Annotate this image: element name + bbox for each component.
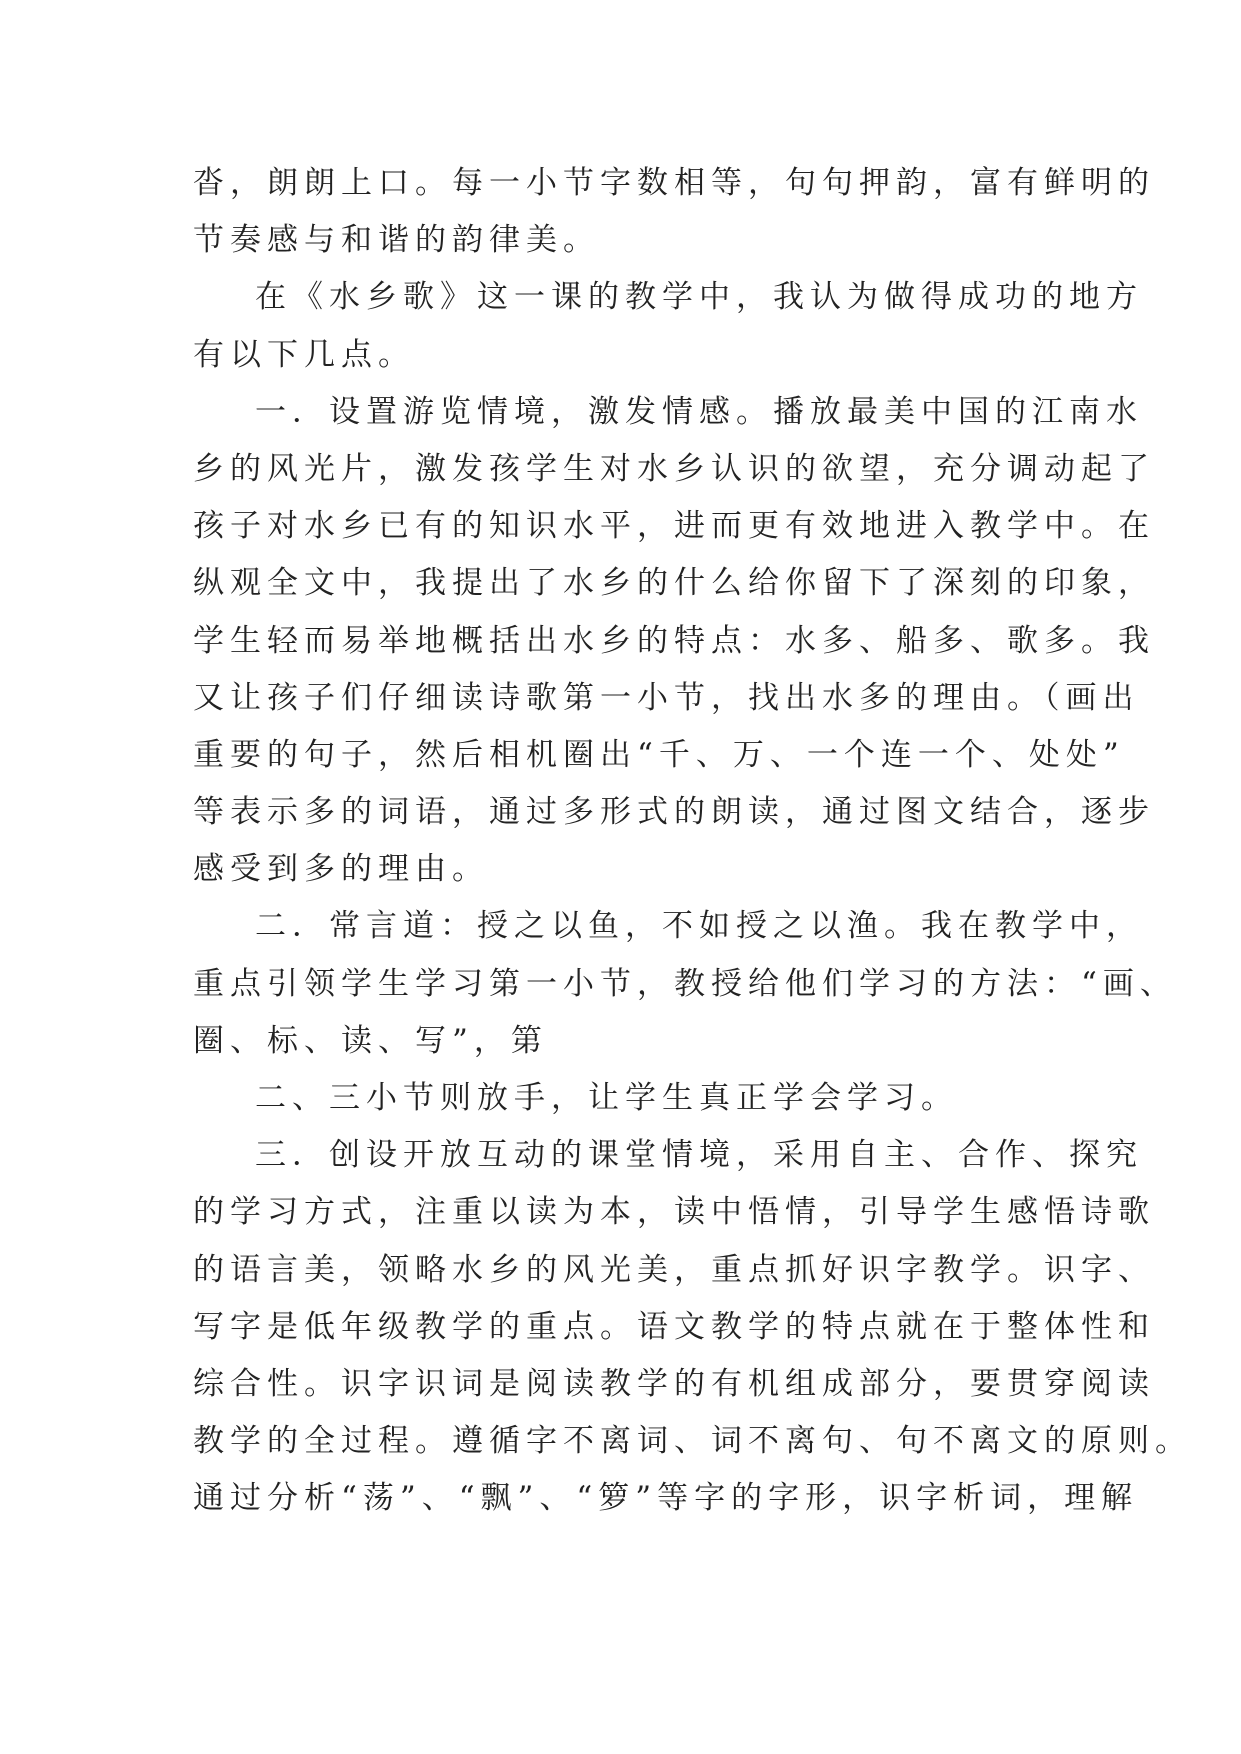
text-line: 孩子对水乡已有的知识水平，进而更有效地进入教学中。在 (193, 508, 1155, 545)
text-line: 纵观全文中，我提出了水乡的什么给你留下了深刻的印象， (193, 565, 1155, 602)
text-line: 写字是低年级教学的重点。语文教学的特点就在于整体性和 (193, 1308, 1155, 1345)
paragraph-first-line: 一．设置游览情境，激发情感。播放最美中国的江南水 (255, 393, 1143, 430)
paragraph-first-line: 二．常言道：授之以鱼，不如授之以渔。我在教学中， (255, 908, 1143, 945)
text-line: 有以下几点。 (193, 336, 415, 373)
text-line: 节奏感与和谐的韵律美。 (193, 222, 600, 259)
text-line: 等表示多的词语，通过多形式的朗读，通过图文结合，逐步 (193, 794, 1155, 831)
text-line: 通过分析“荡”、“飘”、“箩”等字的字形，识字析词，理解 (193, 1480, 1139, 1517)
paragraph-first-line: 三．创设开放互动的课堂情境，采用自主、合作、探究 (255, 1137, 1143, 1174)
body-text (193, 155, 1192, 1528)
text-line: 乡的风光片，激发孩学生对水乡认识的欲望，充分调动起了 (193, 450, 1155, 487)
text-line: 沓，朗朗上口。每一小节字数相等，句句押韵，富有鲜明的 (193, 165, 1155, 201)
text-line: 圈、标、读、写”，第 (193, 1022, 548, 1059)
text-line: 教学的全过程。遵循字不离词、词不离句、句不离文的原则。 (193, 1423, 1192, 1460)
text-line: 综合性。识字识词是阅读教学的有机组成部分，要贯穿阅读 (193, 1365, 1155, 1402)
text-line: 的语言美，领略水乡的风光美，重点抓好识字教学。识字、 (193, 1251, 1155, 1288)
text-line: 学生轻而易举地概括出水乡的特点：水多、船多、歌多。我 (193, 622, 1155, 659)
text-line: 又让孩子们仔细读诗歌第一小节，找出水多的理由。（画出 (193, 679, 1140, 716)
paragraph-first-line: 二、三小节则放手，让学生真正学会学习。 (255, 1080, 958, 1116)
text-line: 重要的句子，然后相机圈出“千、万、一个连一个、处处” (193, 736, 1125, 773)
paragraph-first-line: 在《水乡歌》这一课的教学中，我认为做得成功的地方 (255, 279, 1143, 316)
text-line: 的学习方式，注重以读为本，读中悟情，引导学生感悟诗歌 (193, 1194, 1155, 1231)
text-line: 感受到多的理由。 (193, 851, 489, 888)
text-line: 重点引领学生学习第一小节，教授给他们学习的方法：“画、 (193, 965, 1177, 1002)
